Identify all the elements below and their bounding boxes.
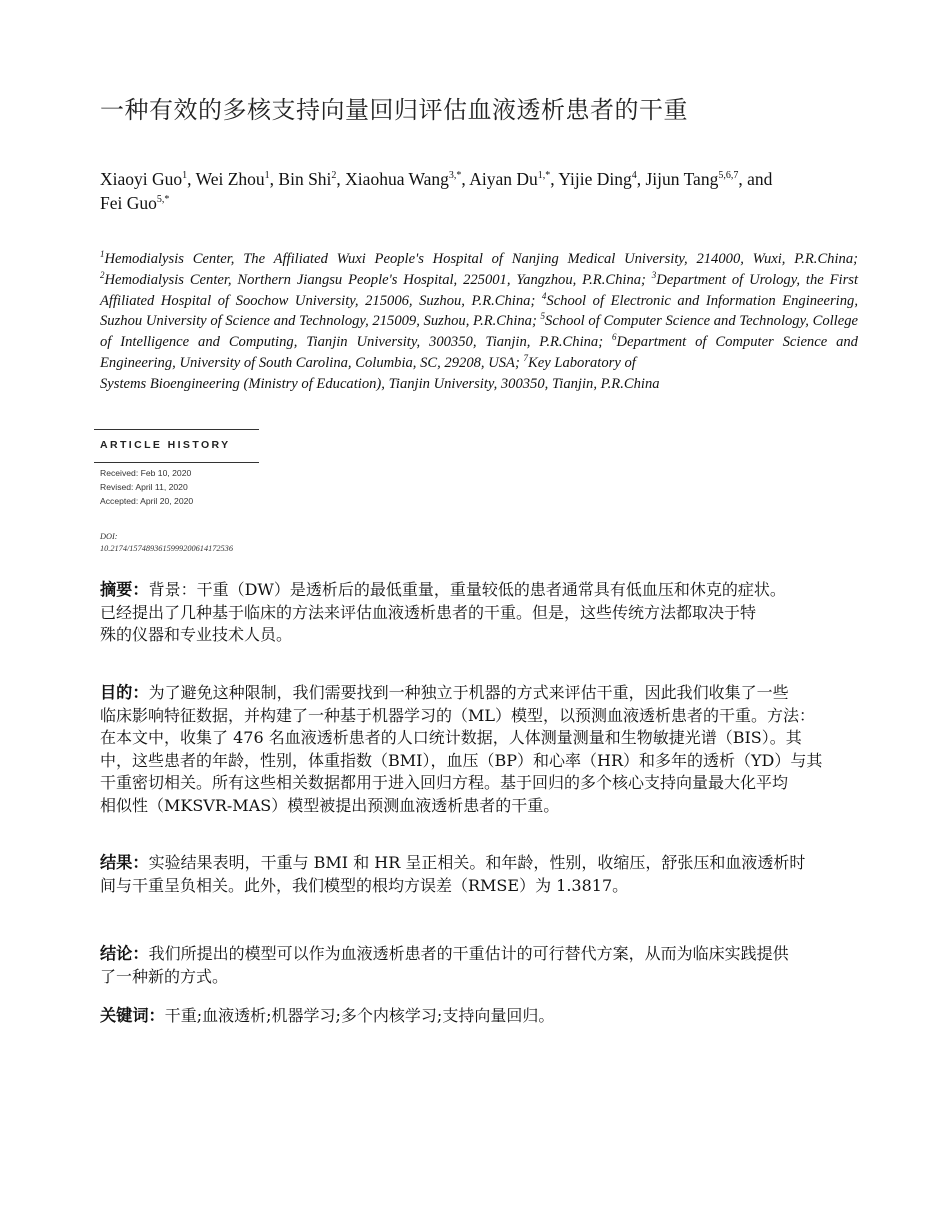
doi-block (100, 531, 320, 555)
keywords-label: 关键词： (100, 1006, 165, 1025)
article-history-heading: ARTICLE HISTORY (100, 439, 231, 451)
abstract-conclusion: 结论：我们所提出的模型可以作为血液透析患者的干重估计的可行替代方案，从而为临床实践提供 了一种新的方式。 (100, 944, 789, 986)
abstract-background: 摘要：背景：干重（DW）是透析后的最低重量，重量较低的患者通常具有低血压和休克的症状。 已经提出了几种基于临床的方法来评估血液透析患者的干重。但是，这些传统方法都取决于特 殊的仪器和专业技术人员。 (100, 580, 786, 645)
accepted-date: Accepted: April 20, 2020 (100, 496, 194, 506)
author-list (100, 167, 860, 215)
affiliations-body: $^1$Hemodialysis Center, The Affiliated Wuxi People's Hospital of Nanjing Medical University, 214000, Wuxi, P.R.China; $^2$Hemodialysis Center, Northern Jiangsu People's Hospital, 225001, Yangzhou, P.R.China; $^3$Department of Urology, the First Affiliated Hospital of Soochow University, 215006, Suzhou, P.R.China; $^4$School of Electronic and Information Engineering, Suzhou University of Science and Technology, 215009, Suzhou, P.R.China; $^5$School of Computer Science and Technology, College of Intelligence and Computing, Tianjin University, 300350, Tianjin, P.R.China; $^6$Department of Computer Science and Engineering, University of South Carolina, Columbia, SC, 29208, USA; $^7$Key Laboratory of (100, 249, 858, 371)
affiliations-last-line: Systems Bioengineering (Ministry of Education), Tianjin University, 300350, Tianjin, P.R.China (100, 375, 660, 392)
abstract-results: 结果：实验结果表明，干重与 BMI 和 HR 呈正相关。和年龄，性别，收缩压，舒张压和血液透析时 间与干重呈负相关。此外，我们模型的根均方误差（RMSE）为 1.3817。 (100, 853, 806, 895)
author-conjunction: and (747, 169, 773, 189)
affiliations (100, 249, 858, 395)
received-date: Received: Feb 10, 2020 (100, 468, 192, 478)
author: Fei Guo$^{5,*}$ (100, 193, 170, 213)
author: Jijun Tang$^{5,6,7}$ (645, 169, 739, 189)
abstract-objective: 目的：为了避免这种限制，我们需要找到一种独立于机器的方式来评估干重，因此我们收集了一些 临床影响特征数据，并构建了一种基于机器学习的（ML）模型，以预测血液透析患者的干重。方法： 在本文中，收集了 476 名血液透析患者的人口统计数据，人体测量测量和生物敏捷光谱（BIS）。其 中，这些患者的年龄，性别，体重指数（BMI），血压（BP）和心率（HR）和多年的透析（YD）与其 干重密切相关。所有这些相关数据都用于进入回归方程。基于回归的多个核心支持向量最大化平均 相似性（MKSVR-MAS）模型被提出预测血液透析患者的干重。 (100, 683, 823, 815)
objective-label: 目的： (100, 683, 149, 702)
history-top-rule (94, 429, 259, 430)
author: Xiaoyi Guo$^1$ (100, 169, 188, 189)
abstract-label: 摘要： (100, 580, 149, 599)
doi-link[interactable]: 10.2174/1574893615999200614172536 (100, 544, 233, 553)
author-line-1: Xiaoyi Guo$^1$, Wei Zhou$^1$, Bin Shi$^2$, Xiaohua Wang$^{3,*}$, Aiyan $Du^{1,*}$, Yijie Ding$^4$, Jijun Tang$^{5,6,7}$, and (100, 169, 773, 189)
author: Yijie Ding$^4$ (558, 169, 637, 189)
revised-date: Revised: April 11, 2020 (100, 482, 188, 492)
doi-label: DOI: (100, 532, 118, 541)
conclusion-label: 结论： (100, 944, 149, 963)
author-line-2 (100, 191, 860, 215)
keywords (100, 1005, 898, 1028)
author: Bin Shi$^2$ (278, 169, 337, 189)
results-label: 结果： (100, 853, 149, 872)
keywords-text: 干重;血液透析;机器学习;多个内核学习;支持向量回归。 (164, 1006, 555, 1025)
paper-title: 一种有效的多核支持向量回归评估血液透析患者的干重 (100, 96, 688, 124)
author: Xiaohua Wang$^{3,*}$ (345, 169, 462, 189)
author: Aiyan $Du^{1,*}$ (469, 169, 551, 189)
history-bottom-rule (94, 462, 259, 463)
author: Wei Zhou$^1$ (195, 169, 270, 189)
